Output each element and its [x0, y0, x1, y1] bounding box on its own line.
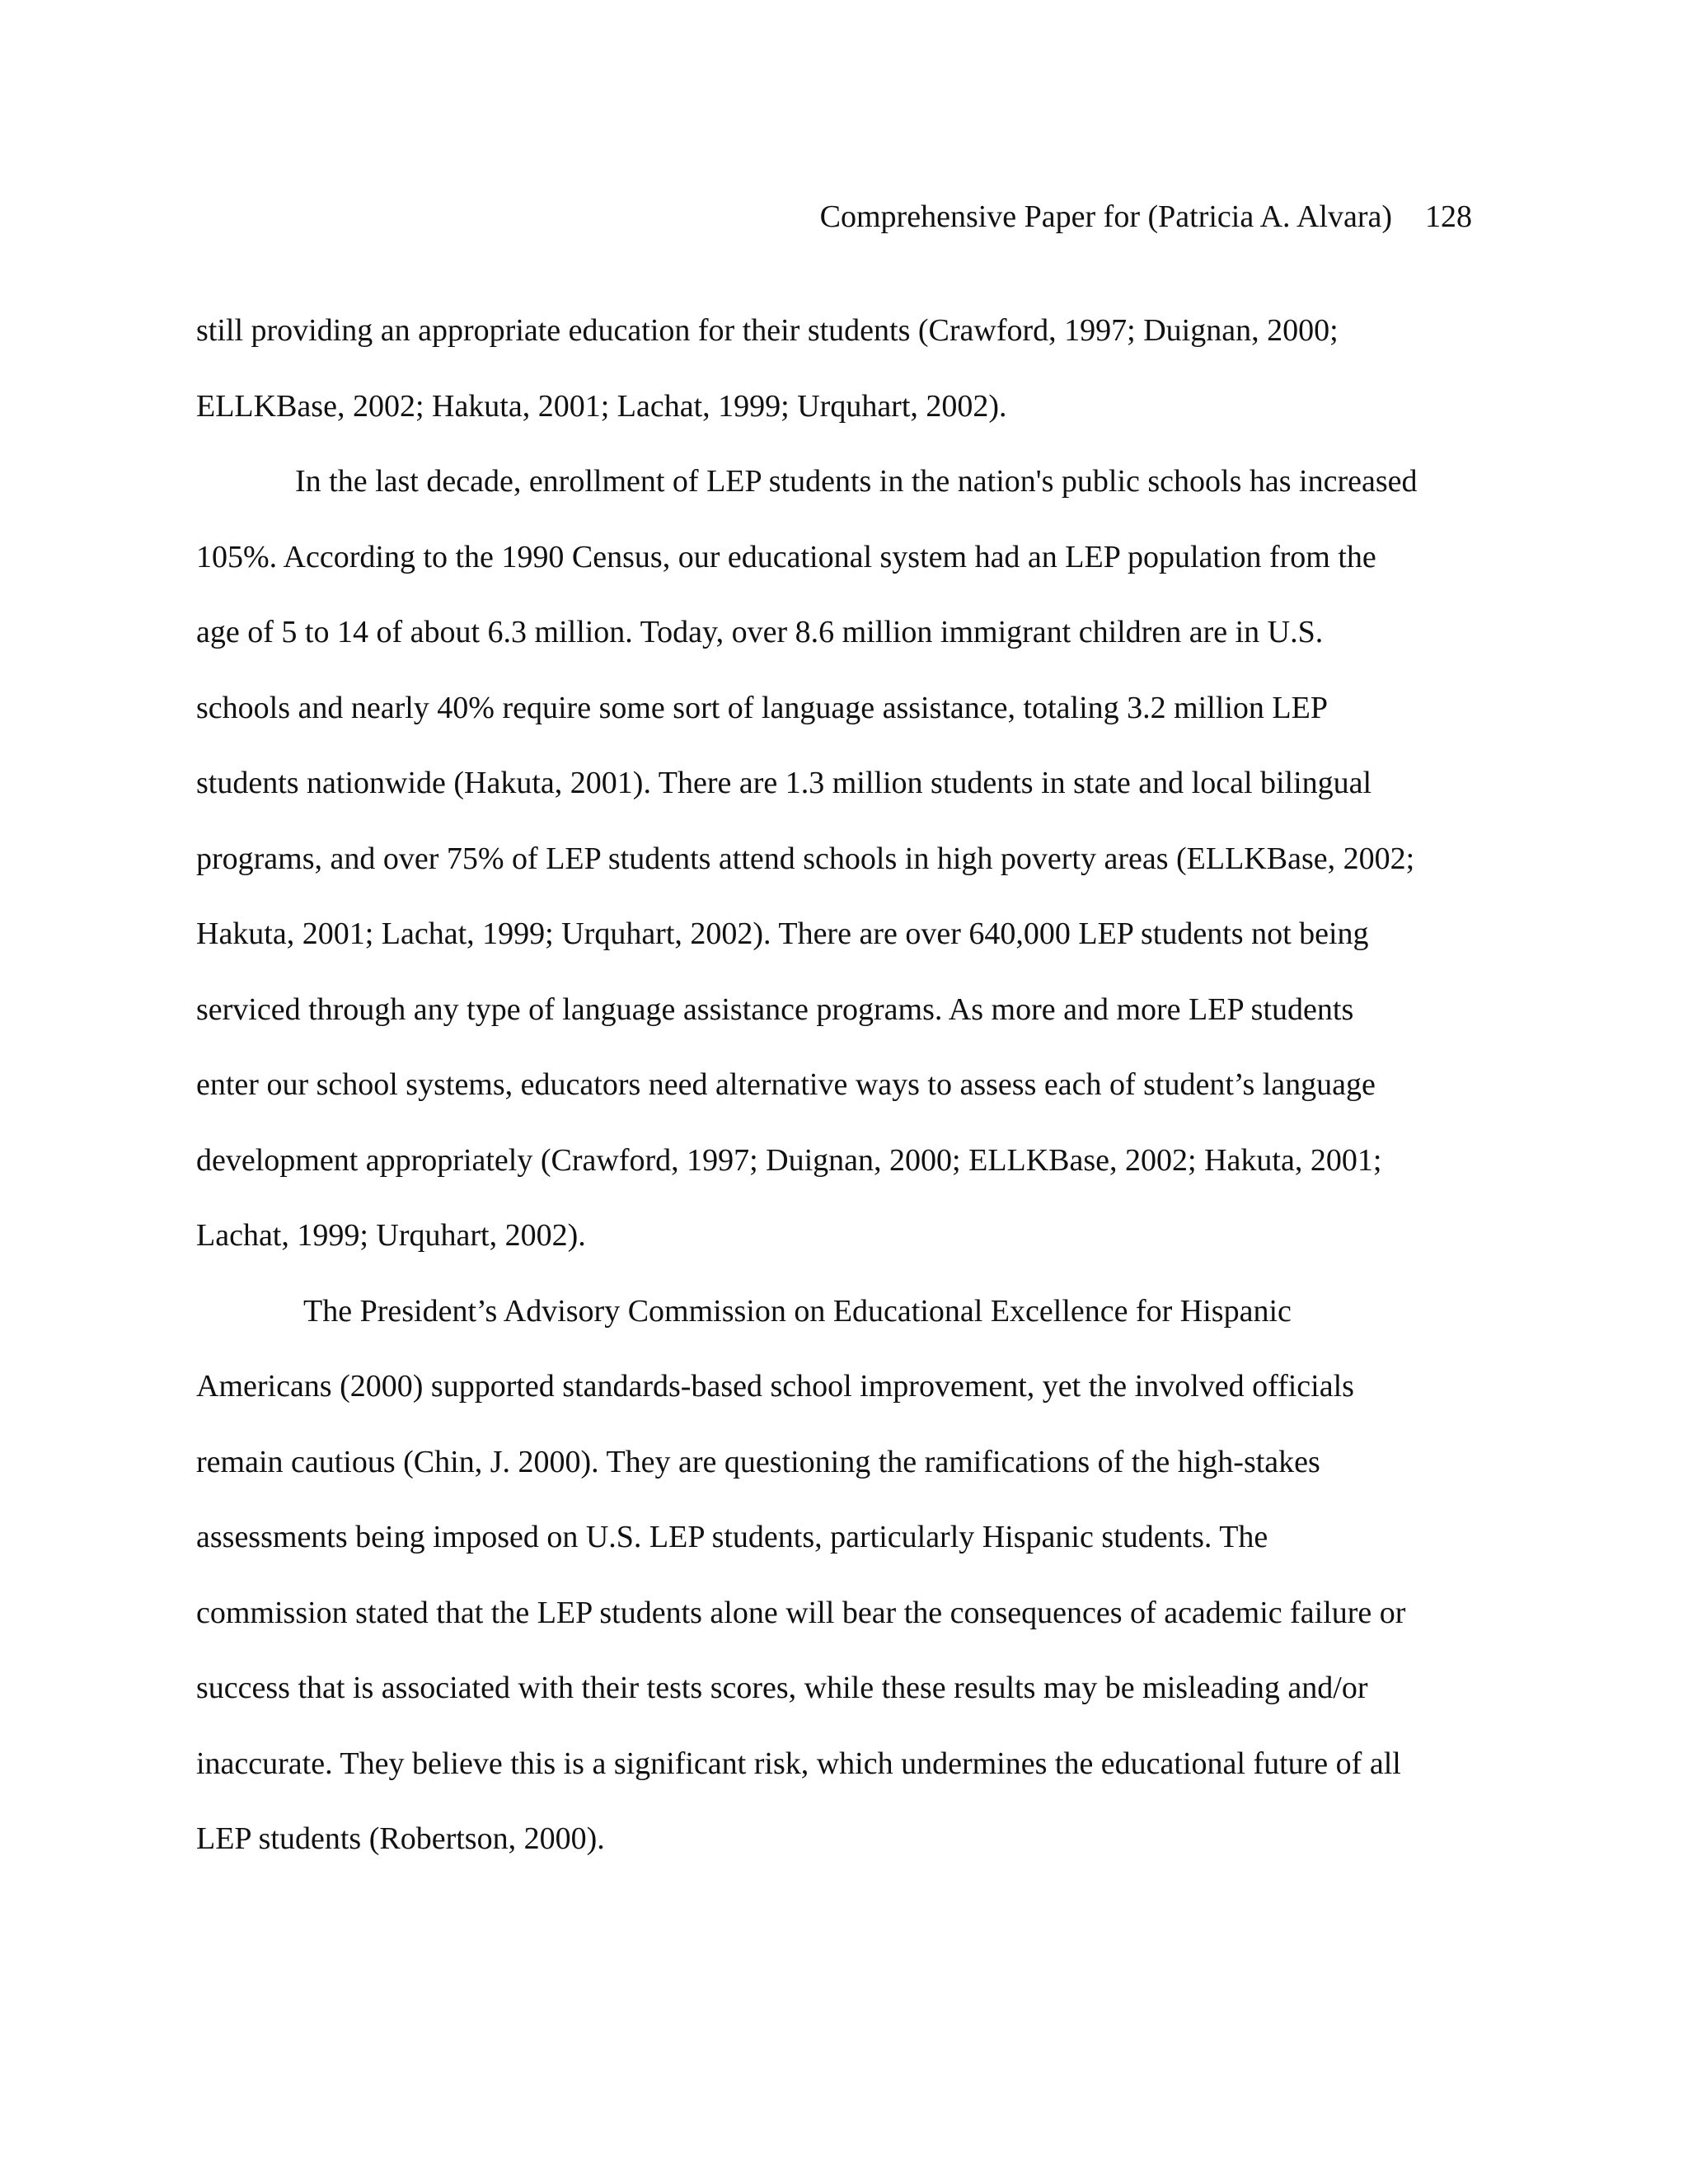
text-line: Hakuta, 2001; Lachat, 1999; Urquhart, 2002). There are over 640,000 LEP students not being: [196, 916, 1369, 951]
paragraph: [196, 293, 1498, 444]
text-line: remain cautious (Chin, J. 2000). They are questioning the ramifications of the high-stakes: [196, 1444, 1320, 1479]
paragraph: [196, 1274, 1498, 1877]
text-line: Lachat, 1999; Urquhart, 2002).: [196, 1218, 586, 1253]
text-line: still providing an appropriate education for their students (Crawford, 1997; Duignan, 2000;: [196, 313, 1339, 348]
page-number: 128: [1425, 199, 1472, 234]
text-line: 105%. According to the 1990 Census, our educational system had an LEP population from the: [196, 539, 1376, 574]
body-text: [196, 293, 1498, 1877]
text-line: students nationwide (Hakuta, 2001). There are 1.3 million students in state and local bilingual: [196, 766, 1372, 800]
text-line: ELLKBase, 2002; Hakuta, 2001; Lachat, 1999; Urquhart, 2002).: [196, 388, 1007, 424]
text-line: serviced through any type of language assistance programs. As more and more LEP students: [196, 991, 1354, 1027]
text-line: commission stated that the LEP students alone will bear the consequences of academic failure or: [196, 1595, 1406, 1630]
text-line: programs, and over 75% of LEP students attend schools in high poverty areas (ELLKBase, 2002;: [196, 841, 1415, 876]
text-line: success that is associated with their tests scores, while these results may be misleading and/or: [196, 1671, 1368, 1705]
text-line: inaccurate. They believe this is a significant risk, which undermines the educational future of all: [196, 1746, 1401, 1781]
running-head: [820, 196, 1472, 237]
text-line: Americans (2000) supported standards-based school improvement, yet the involved officials: [196, 1369, 1354, 1404]
text-line: In the last decade, enrollment of LEP students in the nation's public schools has increased: [295, 464, 1418, 499]
paragraph: [196, 444, 1498, 1274]
text-line: development appropriately (Crawford, 1997; Duignan, 2000; ELLKBase, 2002; Hakuta, 2001;: [196, 1142, 1382, 1178]
text-line: assessments being imposed on U.S. LEP students, particularly Hispanic students. The: [196, 1520, 1268, 1554]
text-line: schools and nearly 40% require some sort of language assistance, totaling 3.2 million LEP: [196, 690, 1328, 725]
text-line: age of 5 to 14 of about 6.3 million. Today, over 8.6 million immigrant children are in U.S.: [196, 615, 1324, 649]
text-line: The President’s Advisory Commission on Educational Excellence for Hispanic: [303, 1293, 1292, 1329]
text-line: LEP students (Robertson, 2000).: [196, 1821, 605, 1856]
running-title: Comprehensive Paper for (Patricia A. Alvara): [819, 199, 1392, 234]
text-line: enter our school systems, educators need alternative ways to assess each of student’s language: [196, 1067, 1376, 1102]
